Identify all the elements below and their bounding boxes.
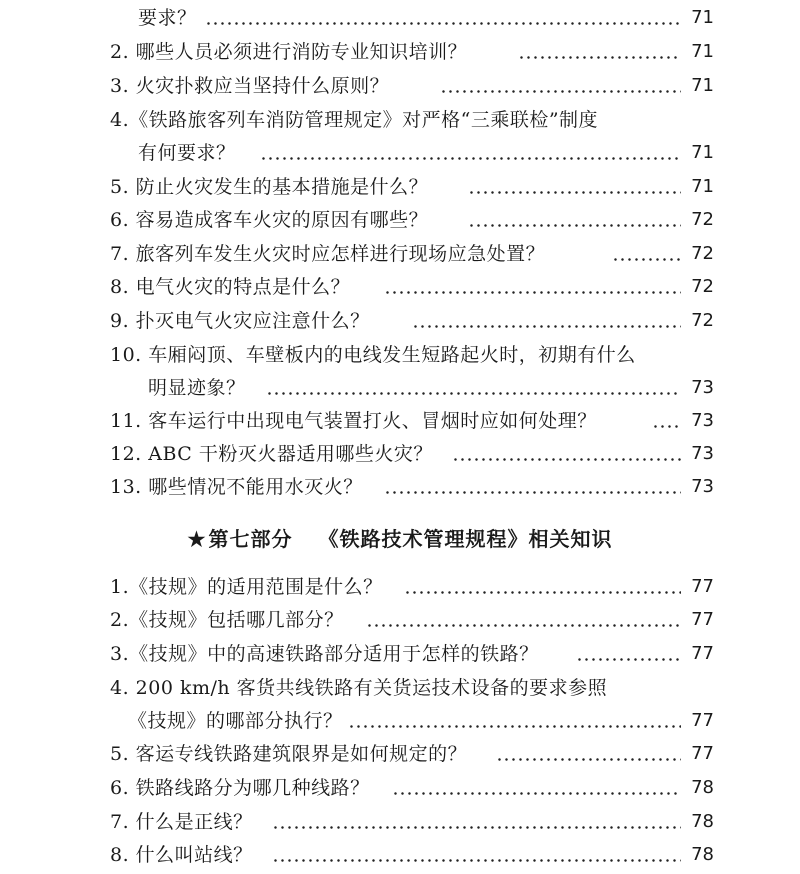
toc-entry-text: 11. 客车运行中出现电气装置打火、冒烟时应如何处理？ (110, 410, 597, 432)
toc-page-number: 73 (691, 476, 714, 497)
toc-entry-text: 8. 什么叫站线？ (110, 844, 253, 866)
toc-entry-text: 3. 火灾扑救应当坚持什么原则？ (110, 75, 390, 97)
toc-entry (0, 805, 800, 839)
toc-entry-text: 3.《技规》中的高速铁路部分适用于怎样的铁路？ (110, 643, 539, 665)
toc-entry-text: 7. 旅客列车发生火灾时应怎样进行现场应急处置？ (110, 243, 546, 265)
toc-entry-text: 6. 铁路线路分为哪几种线路？ (110, 777, 370, 799)
leader-dots (205, 22, 681, 25)
toc-entry (0, 704, 800, 738)
toc-page-number: 72 (691, 209, 714, 230)
toc-entry-text: 1.《技规》的适用范围是什么？ (110, 576, 383, 598)
toc-page-number: 71 (691, 176, 714, 197)
toc-page-number: 77 (691, 743, 714, 764)
toc-entry (0, 671, 800, 705)
toc-page-number: 78 (691, 811, 714, 832)
toc-entry (0, 437, 800, 471)
toc-page-number: 77 (691, 643, 714, 664)
toc-entry-text: 明显迹象？ (148, 377, 246, 399)
toc-entry (0, 771, 800, 805)
toc-page-number: 72 (691, 310, 714, 331)
leader-dots (272, 826, 681, 829)
toc-entry-text: 4. 200 km/h 客货共线铁路有关货运技术设备的要求参照 (110, 677, 608, 699)
toc-entry-text: 5. 防止火灾发生的基本措施是什么？ (110, 176, 429, 198)
toc-entry (0, 1, 800, 35)
toc-entry-text: 12. ABC 干粉灭火器适用哪些火灾？ (110, 443, 433, 465)
toc-page-number: 72 (691, 276, 714, 297)
toc-entry-text: 《技规》的哪部分执行？ (128, 710, 343, 732)
toc-entry (0, 270, 800, 304)
toc-page-number: 73 (691, 443, 714, 464)
toc-entry-text: 5. 客运专线铁路建筑限界是如何规定的？ (110, 743, 468, 765)
leader-dots (412, 325, 681, 328)
toc-entry (0, 103, 800, 137)
toc-entry-text: 有何要求？ (138, 142, 236, 164)
toc-page-number: 73 (691, 410, 714, 431)
toc-page-number: 71 (691, 75, 714, 96)
section-part-label: 第七部分 (208, 527, 293, 551)
toc-entry-text: 2.《技规》包括哪几部分？ (110, 609, 344, 631)
toc-entry-text: 要求？ (138, 7, 197, 29)
toc-page-number: 71 (691, 7, 714, 28)
toc-entry-text: 8. 电气火灾的特点是什么？ (110, 276, 351, 298)
toc-entry-text: 9. 扑灭电气火灾应注意什么？ (110, 310, 370, 332)
toc-entry (0, 371, 800, 405)
toc-page-number: 72 (691, 243, 714, 264)
toc-entry (0, 603, 800, 637)
leader-dots (496, 758, 681, 761)
star-icon: ★ (187, 527, 207, 551)
toc-entry (0, 737, 800, 771)
leader-dots (266, 392, 681, 395)
leader-dots (404, 591, 681, 594)
leader-dots (452, 458, 681, 461)
toc-entry-text: 6. 容易造成客车火灾的原因有哪些？ (110, 209, 429, 231)
toc-entry (0, 304, 800, 338)
leader-dots (652, 425, 681, 428)
toc-entry (0, 170, 800, 204)
leader-dots (612, 258, 681, 261)
leader-dots (260, 157, 681, 160)
leader-dots (440, 90, 681, 93)
leader-dots (468, 191, 681, 194)
leader-dots (518, 56, 681, 59)
toc-entry-text: 2. 哪些人员必须进行消防专业知识培训？ (110, 41, 468, 63)
leader-dots (384, 291, 681, 294)
toc-page-number: 77 (691, 609, 714, 630)
toc-entry (0, 637, 800, 671)
toc-page-number: 71 (691, 142, 714, 163)
leader-dots (468, 224, 681, 227)
toc-entry (0, 838, 800, 872)
toc-entry (0, 470, 800, 504)
toc-page-number: 71 (691, 41, 714, 62)
leader-dots (576, 658, 681, 661)
toc-page-number: 78 (691, 844, 714, 865)
leader-dots (384, 491, 681, 494)
toc-entry-text: 13. 哪些情况不能用水灭火？ (110, 476, 363, 498)
toc-entry-text: 4.《铁路旅客列车消防管理规定》对严格“三乘联检”制度 (110, 109, 599, 131)
toc-entry-text: 10. 车厢闷顶、车壁板内的电线发生短路起火时，初期有什么 (110, 344, 636, 366)
toc-entry (0, 338, 800, 372)
toc-entry (0, 404, 800, 438)
toc-entry (0, 35, 800, 69)
toc-entry (0, 570, 800, 604)
toc-entry (0, 136, 800, 170)
leader-dots (348, 725, 681, 728)
toc-page-number: 78 (691, 777, 714, 798)
section-heading (0, 519, 800, 559)
toc-entry (0, 237, 800, 271)
leader-dots (366, 624, 681, 627)
leader-dots (392, 792, 681, 795)
toc-page-number: 77 (691, 576, 714, 597)
section-title: 《铁路技术管理规程》相关知识 (318, 527, 613, 551)
toc-entry-text: 7. 什么是正线？ (110, 811, 253, 833)
toc-entry (0, 203, 800, 237)
toc-page-number: 77 (691, 710, 714, 731)
leader-dots (272, 859, 681, 862)
toc-entry (0, 69, 800, 103)
toc-page-number: 73 (691, 377, 714, 398)
